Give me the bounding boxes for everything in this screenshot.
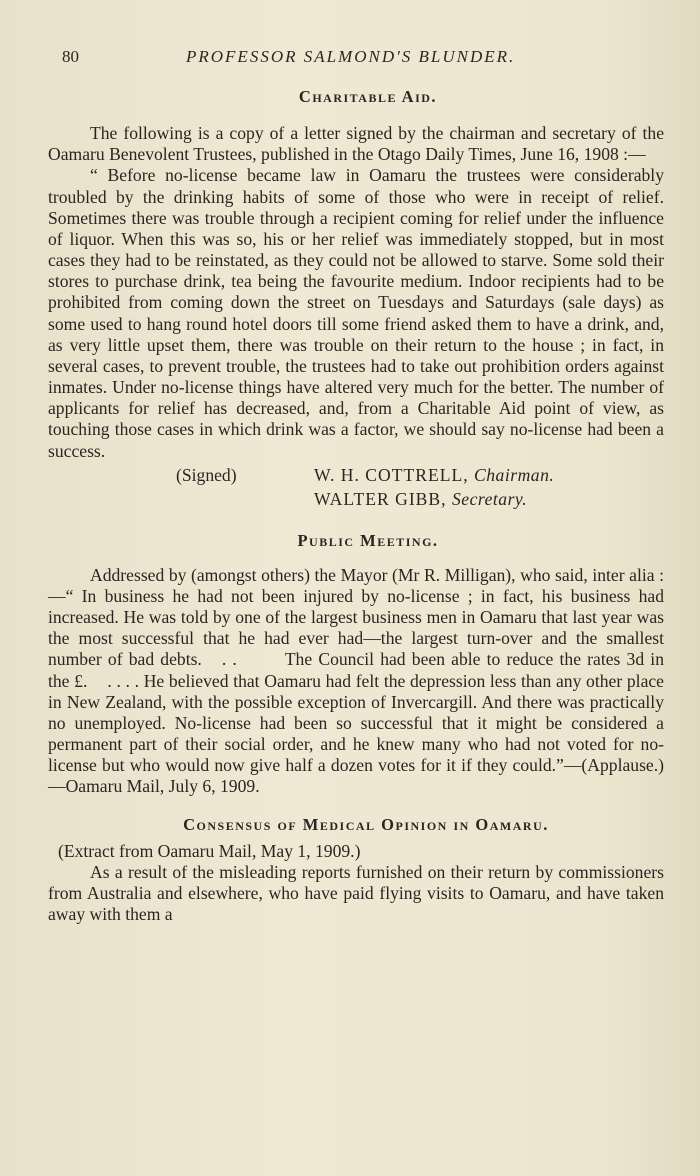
signatory-name: W. H. COTTRELL, [314, 464, 469, 485]
ellipsis-1: . . [221, 649, 237, 670]
running-title: PROFESSOR SALMOND'S BLUNDER. [186, 47, 516, 66]
medical-opinion-paragraph: As a result of the misleading reports furnished on their return by commissioners from Australia and elsewhere, who have paid flying visits to Oamaru, and have taken away with them a [48, 861, 664, 925]
signatory-chairman [314, 465, 554, 486]
medical-opinion-subheading: (Extract from Oamaru Mail, May 1, 1909.) [58, 840, 361, 861]
signatory-secretary [314, 489, 527, 510]
meeting-text-part-2: The Council had been able to reduce the rates 3d in the £. [48, 649, 664, 691]
intro-paragraph: The following is a copy of a letter signed by the chairman and secretary of the Oamaru Benevolent Trustees, published in the Otago Daily Times, June 16, 1908 :— [48, 123, 664, 165]
signed-label: (Signed) [176, 464, 237, 485]
section-heading-charitable-aid: Charitable Aid. [298, 87, 438, 106]
ellipsis-2: . . . . [107, 670, 140, 691]
signatory-role: Secretary. [451, 488, 528, 509]
page-number: 80 [62, 47, 79, 66]
signature-block [48, 464, 664, 512]
letter-paragraph: “ Before no-license became law in Oamaru the trustees were considerably troubled by the drinking habits of some of those who were in receipt of relief. Sometimes there was trouble through a recipient coming for relief under the influence of liquor. When this was so, his or her relief was immediately stopped, but in most cases they had to be reinstated, as they could not be allowed to starve. Some sold their stores to purchase drink, tea being the favourite medium. Indoor recipients had to be prohibited from coming down the street on Tuesdays and Saturdays (sale days) as some used to hang round hotel doors till some friend asked them to have a drink, and, as very little upset them, there was trouble on their return to the house ; in fact, in several cases, to prevent trouble, the trustees had to take out prohibition orders against inmates. Under no-license things have altered very much for the better. The number of applicants for relief has decreased, and, from a Charitable Aid point of view, as touching those cases in which drink was a factor, we should say no-license had been a success. [48, 165, 664, 461]
signatory-name: WALTER GIBB, [314, 488, 447, 509]
section-heading-medical-opinion: Consensus of Medical Opinion in Oamaru. [183, 814, 549, 834]
page-content [48, 86, 664, 925]
meeting-text-part-3: He believed that Oamaru had felt the depression less than any other place in New Zealand, with the possible exception of Invercargill. And there was practically no unemployed. No-license had been so successful that it might be considered a permanent part of their social order, and he knew many who had not voted for no-license but who would now give half a dozen votes for it if they could.”—(Applause.)—Oamaru Mail, July 6, 1909. [48, 670, 664, 797]
signatory-role: Chairman. [474, 464, 555, 485]
meeting-text-part-1: Addressed by (amongst others) the Mayor (Mr R. Milligan), who said, inter alia :—“ In business he had not been injured by no-license ; in fact, his business had increased. He was told by one of the largest business men in Oamaru that last year was the most successful that he had ever had—the largest turn-over and the smallest number of bad debts. [48, 564, 664, 670]
section-heading-public-meeting: Public Meeting. [297, 530, 439, 550]
public-meeting-paragraph [48, 565, 664, 798]
